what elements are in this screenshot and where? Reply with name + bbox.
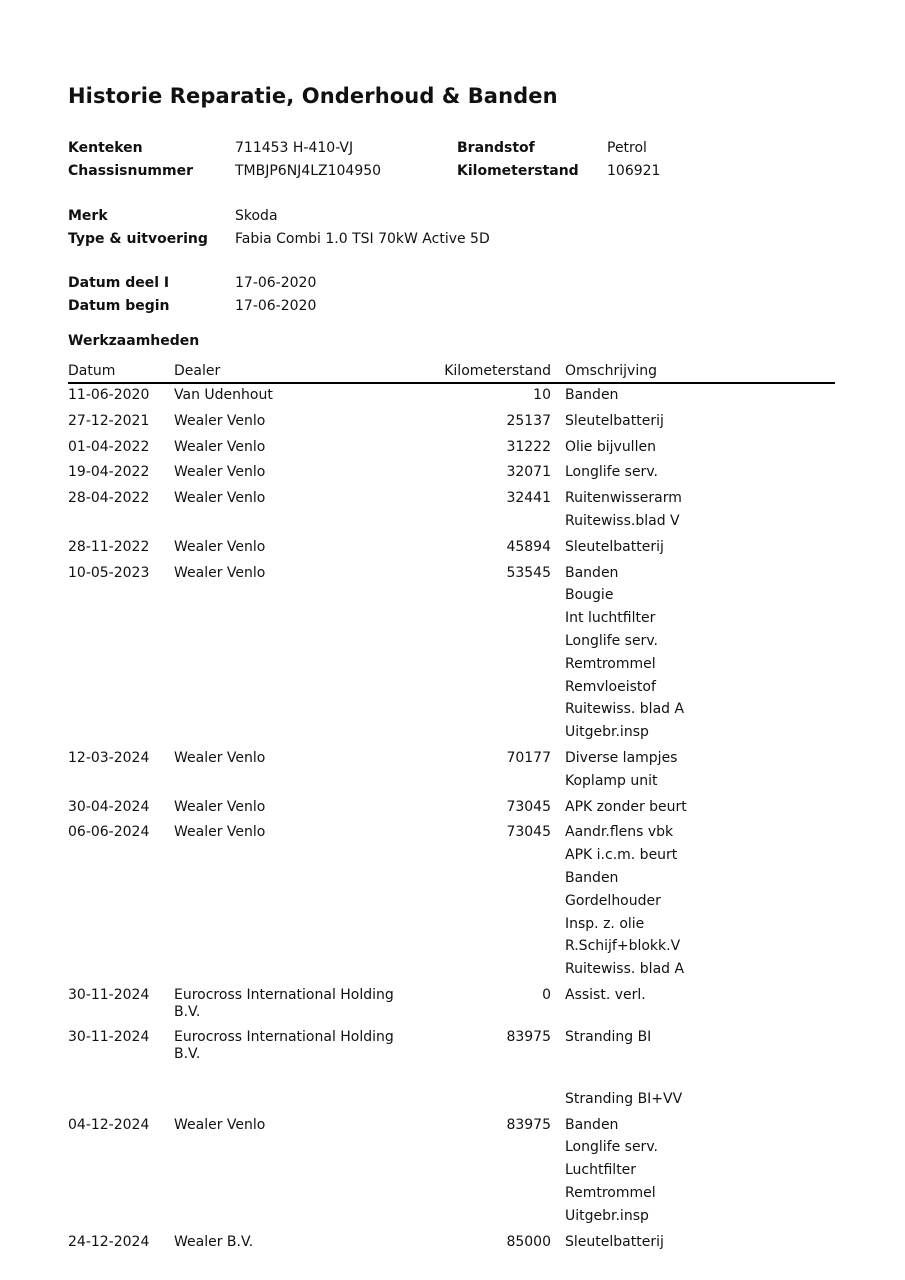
row-kilometerstand: 32441 [506,490,551,507]
werkzaamheden-table [68,361,835,1256]
table-row [68,410,835,436]
omschrijving-item: Sleutelbatterij [565,412,664,429]
chassis-label: Chassisnummer [68,163,193,179]
table-row [68,1026,835,1114]
omschrijving-item: APK zonder beurt [565,798,687,815]
table-row [68,536,835,562]
merk-value: Skoda [235,208,278,224]
row-dealer: Wealer B.V. [174,1233,254,1250]
header-datum: Datum [68,363,116,379]
omschrijving-item: Remvloeistof [565,678,656,695]
row-omschrijving [551,487,682,536]
omschrijving-item: R.Schijf+blokk.V [565,938,681,955]
omschrijving-item: Insp. z. olie [565,915,645,932]
section-title: Werkzaamheden [68,333,200,349]
row-kilometerstand: 53545 [506,564,551,581]
row-kilometerstand: 10 [533,387,551,403]
omschrijving-item [565,1068,682,1091]
omschrijving-item: Diverse lampjes [565,749,678,766]
row-omschrijving [551,1026,682,1114]
omschrijving-item: Koplamp unit [565,772,658,789]
table-row [68,984,835,1026]
table-row [68,384,835,410]
row-dealer: Wealer Venlo [174,749,266,766]
row-omschrijving [551,536,664,562]
row-kilometerstand: 83975 [506,1028,551,1045]
omschrijving-item: Uitgebr.insp [565,724,649,741]
omschrijving-item: Sleutelbatterij [565,1233,664,1250]
row-dealer: Wealer Venlo [174,438,266,455]
row-kilometerstand: 31222 [506,438,551,455]
omschrijving-item: Int luchtfilter [565,610,656,627]
omschrijving-item: Aandr.flens vbk [565,824,674,841]
row-datum: 06-06-2024 [68,824,150,841]
row-dealer: Eurocross International Holding B.V. [174,986,394,1020]
row-kilometerstand: 85000 [506,1233,551,1250]
row-omschrijving [551,461,658,487]
omschrijving-item: Ruitenwisserarm [565,490,682,507]
datum-deel-value: 17-06-2020 [235,275,317,291]
omschrijving-item: Banden [565,387,619,403]
table-row [68,1114,835,1231]
row-kilometerstand: 73045 [506,824,551,841]
omschrijving-item: Banden [565,564,619,581]
omschrijving-item: Banden [565,869,619,886]
row-datum: 01-04-2022 [68,438,150,455]
table-row [68,436,835,462]
row-dealer: Van Udenhout [174,387,273,403]
omschrijving-item: Ruitewiss. blad A [565,961,685,978]
row-datum: 30-04-2024 [68,798,150,815]
row-kilometerstand: 83975 [506,1116,551,1133]
row-datum: 04-12-2024 [68,1116,150,1133]
row-kilometerstand: 45894 [506,538,551,555]
omschrijving-item: Longlife serv. [565,1139,658,1156]
table-row [68,487,835,536]
brandstof-value: Petrol [607,140,647,156]
row-kilometerstand: 73045 [506,798,551,815]
omschrijving-item: Stranding BI+VV [565,1090,683,1107]
table-body [68,384,835,1256]
row-dealer: Wealer Venlo [174,564,266,581]
page-title: Historie Reparatie, Onderhoud & Banden [68,84,558,108]
omschrijving-item: APK i.c.m. beurt [565,847,678,864]
row-datum: 10-05-2023 [68,564,150,581]
kenteken-value: 711453 H-410-VJ [235,140,354,156]
row-omschrijving [551,562,684,747]
row-datum: 30-11-2024 [68,986,150,1003]
omschrijving-item: Sleutelbatterij [565,538,664,555]
table-row [68,1231,835,1257]
vehicle-dates-block [68,272,316,318]
row-datum: 28-04-2022 [68,490,150,507]
row-dealer: Wealer Venlo [174,464,266,481]
table-row [68,747,835,796]
row-omschrijving [551,410,664,436]
merk-label: Merk [68,208,108,224]
row-datum: 27-12-2021 [68,412,150,429]
omschrijving-item: Bougie [565,587,614,604]
omschrijving-item: Longlife serv. [565,464,658,481]
row-kilometerstand: 32071 [506,464,551,481]
header-kilometerstand: Kilometerstand [444,363,551,379]
row-dealer: Wealer Venlo [174,798,266,815]
datum-deel-label: Datum deel I [68,275,170,291]
row-omschrijving [551,821,684,984]
omschrijving-item: Uitgebr.insp [565,1207,649,1224]
row-dealer: Eurocross International Holding B.V. [174,1028,394,1062]
omschrijving-item: Longlife serv. [565,632,658,649]
row-omschrijving [551,384,618,410]
table-row [68,821,835,984]
brandstof-label: Brandstof [457,140,535,156]
omschrijving-item: Remtrommel [565,655,656,672]
row-dealer: Wealer Venlo [174,1116,266,1133]
datum-begin-label: Datum begin [68,298,170,314]
table-row [68,796,835,822]
vehicle-model-block [68,205,490,251]
omschrijving-item: Olie bijvullen [565,438,656,455]
omschrijving-item: Luchtfilter [565,1162,637,1179]
row-dealer: Wealer Venlo [174,538,266,555]
omschrijving-item: Assist. verl. [565,986,646,1003]
header-dealer: Dealer [174,363,221,379]
omschrijving-item: Ruitewiss.blad V [565,512,680,529]
row-dealer: Wealer Venlo [174,824,266,841]
omschrijving-item: Banden [565,1116,619,1133]
chassis-value: TMBJP6NJ4LZ104950 [235,163,382,179]
datum-begin-value: 17-06-2020 [235,298,317,314]
row-omschrijving [551,1114,658,1231]
row-omschrijving [551,747,677,796]
table-header [68,361,835,384]
omschrijving-item: Remtrommel [565,1184,656,1201]
omschrijving-item: Ruitewiss. blad A [565,701,685,718]
row-kilometerstand: 25137 [506,412,551,429]
type-label: Type & uitvoering [68,231,208,247]
row-datum: 19-04-2022 [68,464,150,481]
table-row [68,461,835,487]
row-datum: 28-11-2022 [68,538,150,555]
kilometerstand-value: 106921 [607,163,661,179]
row-kilometerstand: 70177 [506,749,551,766]
table-row [68,562,835,747]
row-dealer: Wealer Venlo [174,412,266,429]
omschrijving-item: Gordelhouder [565,892,661,909]
row-dealer: Wealer Venlo [174,490,266,507]
header-omschrijving: Omschrijving [565,363,657,379]
row-datum: 24-12-2024 [68,1233,150,1250]
row-omschrijving [551,796,687,822]
row-omschrijving [551,1231,664,1257]
kenteken-label: Kenteken [68,140,143,156]
row-omschrijving [551,984,646,1026]
vehicle-id-block [68,137,660,183]
row-kilometerstand: 0 [542,986,551,1003]
row-omschrijving [551,436,656,462]
kilometerstand-label: Kilometerstand [457,163,579,179]
type-value: Fabia Combi 1.0 TSI 70kW Active 5D [235,231,490,247]
row-datum: 30-11-2024 [68,1028,150,1045]
row-datum: 12-03-2024 [68,749,150,766]
row-datum: 11-06-2020 [68,387,150,403]
omschrijving-item: Stranding BI [565,1028,652,1045]
